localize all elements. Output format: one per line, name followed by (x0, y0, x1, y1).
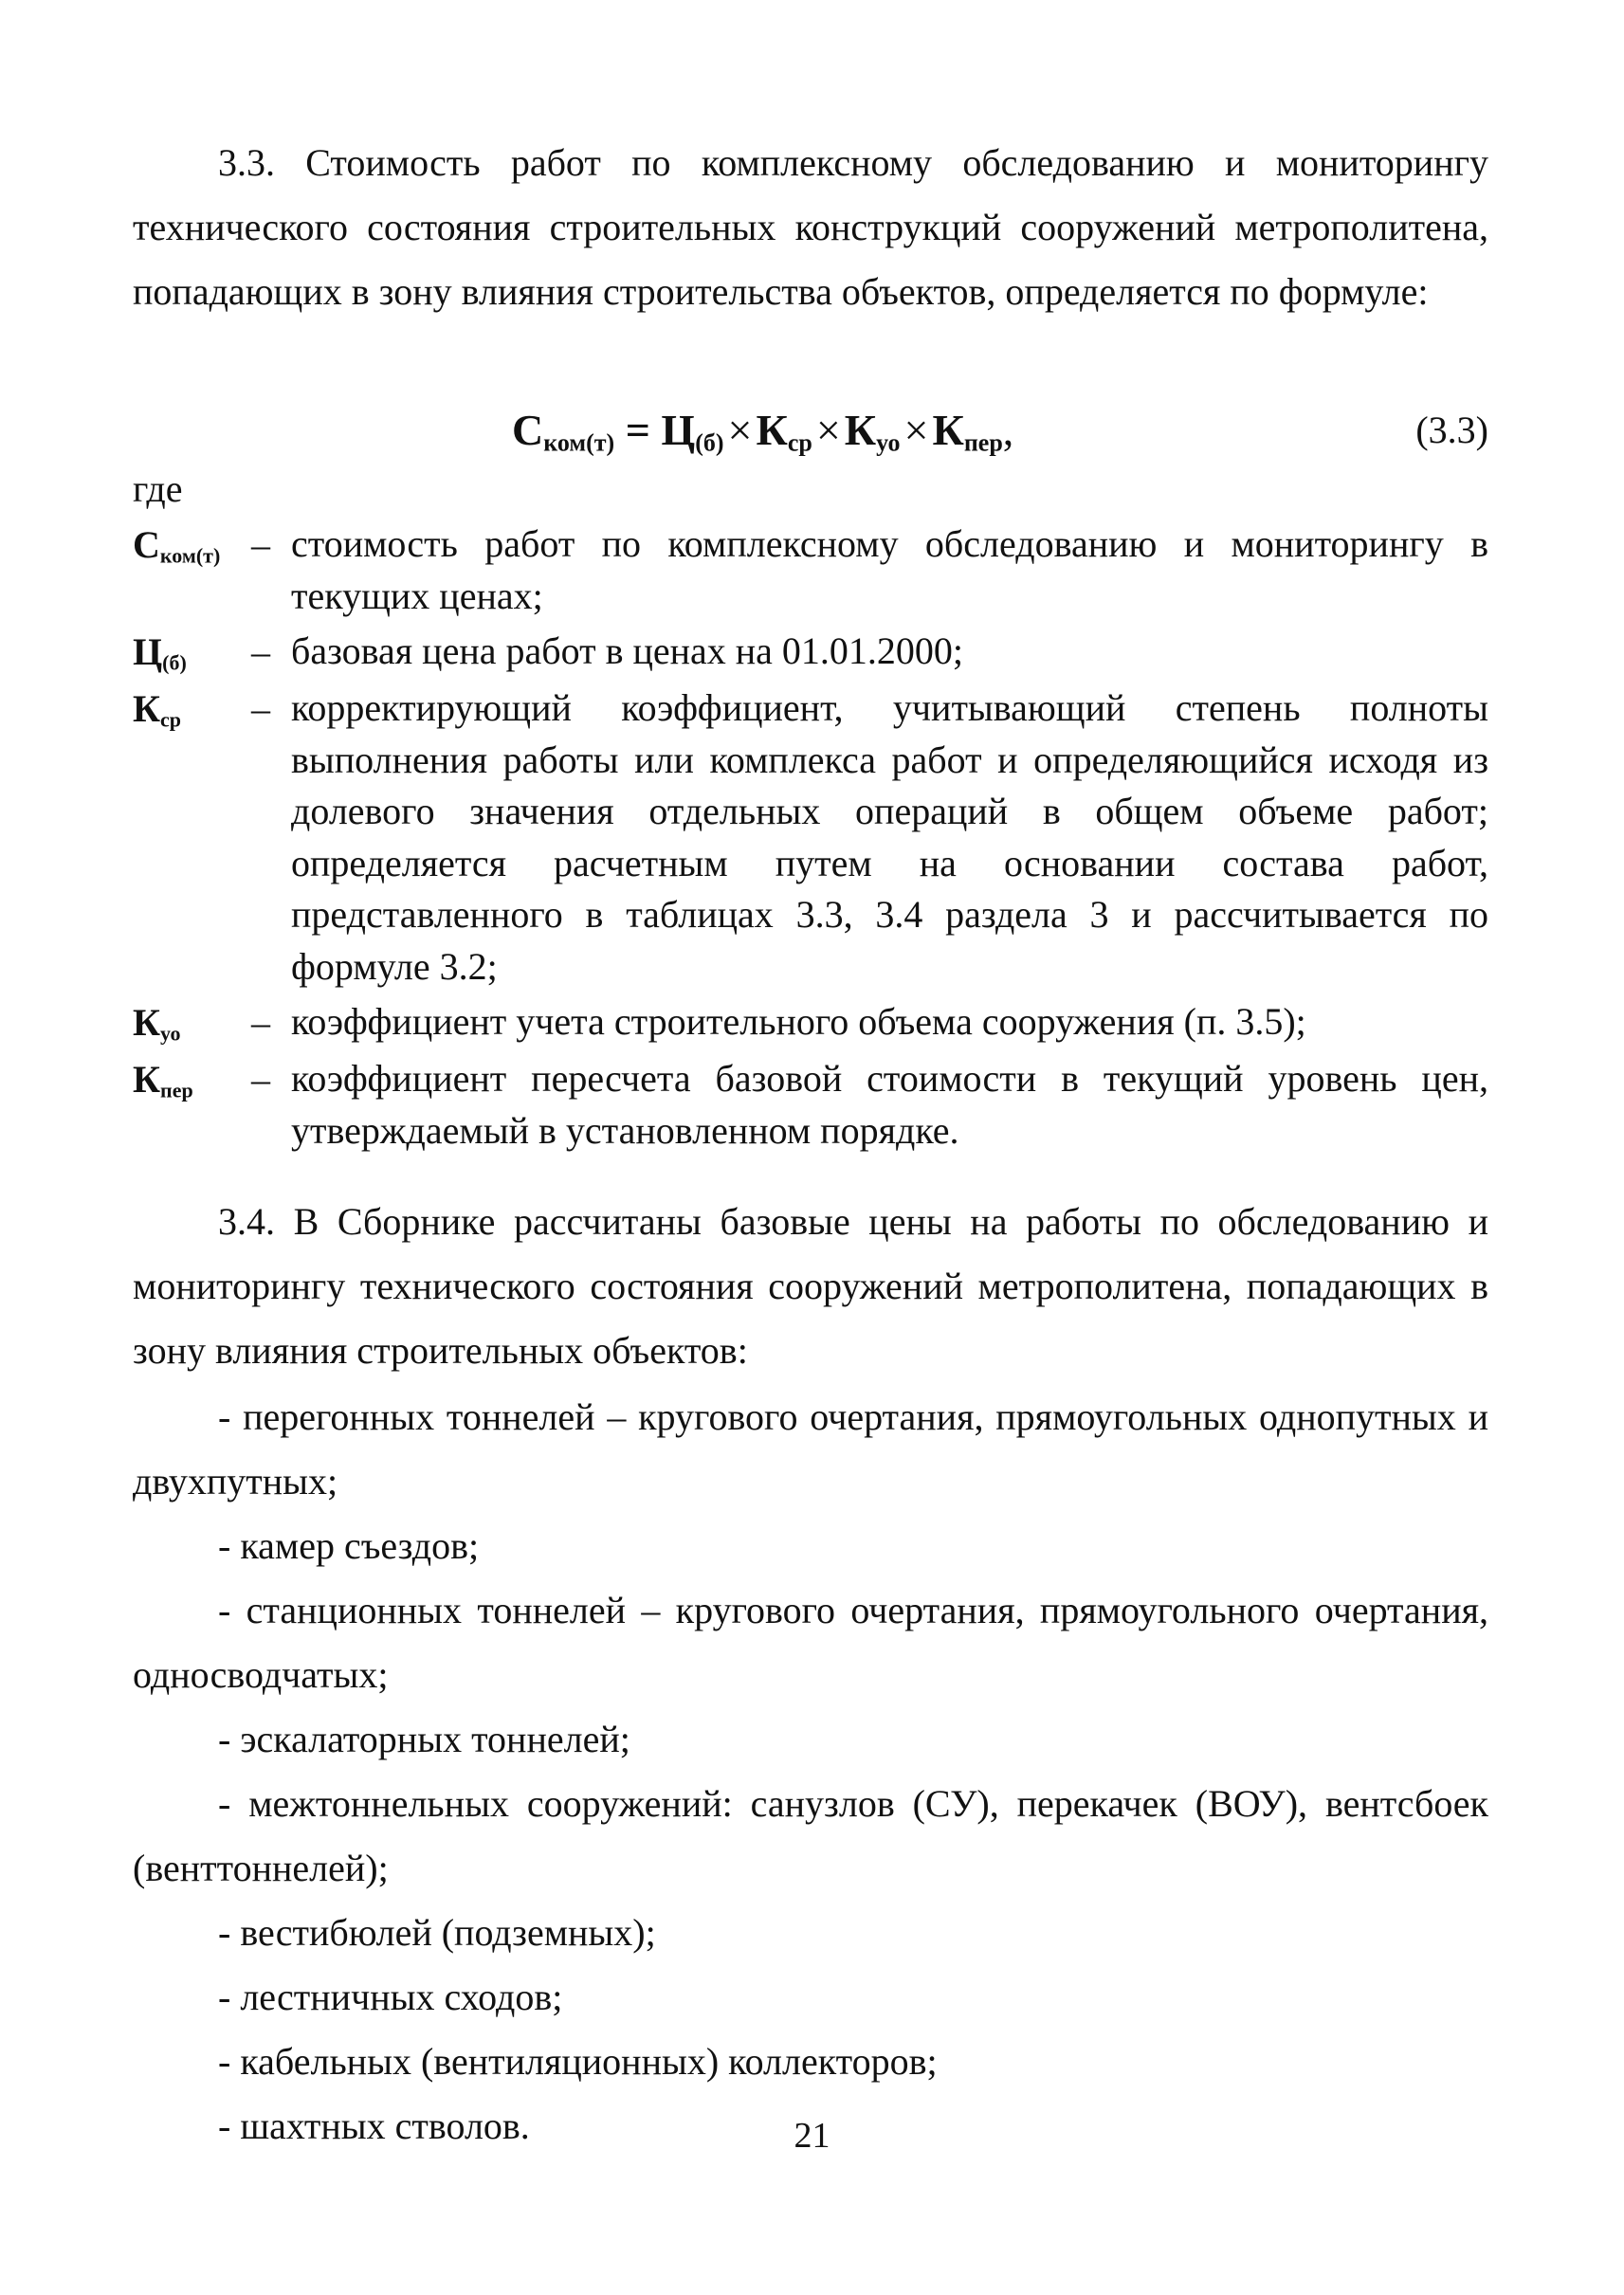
definition-text: коэффициент учета строительного объема сооружения (п. 3.5); (291, 1000, 1306, 1043)
definition-row (133, 683, 1488, 993)
formula-term-2-sub: ср (787, 428, 812, 457)
formula-lhs: С (512, 406, 544, 454)
where-label: где (133, 467, 183, 510)
definition-symbol (133, 1053, 251, 1106)
definition-text: базовая цена работ в ценах на 01.01.2000; (291, 629, 964, 672)
symbol-subscript: пер (160, 1078, 193, 1102)
formula-term-4-sub: пер (963, 428, 1003, 457)
symbol-letter: К (133, 687, 161, 730)
symbol-letter: К (133, 1058, 161, 1101)
list-item: - вестибюлей (подземных); (218, 1911, 656, 1954)
formula-times-3: × (903, 406, 929, 454)
list-item: - межтоннельных сооружений: санузлов (СУ), перекачек (ВОУ), вентсбоек (венттоннелей); (133, 1782, 1488, 1889)
definitions-list (133, 519, 1488, 1160)
list-item: - лестничных сходов; (218, 1976, 563, 2018)
symbol-subscript: ср (160, 707, 182, 732)
definition-row (133, 996, 1488, 1049)
formula-number: (3.3) (1415, 409, 1488, 451)
definition-dash: – (251, 1058, 270, 1101)
definition-row (133, 1053, 1488, 1157)
symbol-letter: К (133, 1001, 161, 1044)
formula-lhs-sub: ком(т) (543, 428, 615, 457)
list-item: - шахтных стволов. (218, 2104, 530, 2147)
formula-term-4: К (932, 406, 964, 454)
definition-text: стоимость работ по комплексному обследованию и мониторингу в текущих ценах; (291, 522, 1488, 617)
formula-term-3: К (844, 406, 877, 454)
symbol-subscript: ком(т) (159, 543, 221, 568)
section-3-4-paragraph: 3.4. В Сборнике рассчитаны базовые цены на работы по обследованию и мониторингу технического состояния сооружений метрополитена, попадающих в зону влияния строительных объектов: (133, 1200, 1488, 1372)
definition-text: корректирующий коэффициент, учитывающий степень полноты выполнения работы или комплекса работ и определяющийся исходя из долевого значения отдельных операций в общем объеме работ; определяется расчетным путем на основании состава работ, представленного в таблицах 3.3, 3.4 раздела 3 и рассчитывается по формуле 3.2; (291, 686, 1488, 988)
list-item: - камер съездов; (218, 1524, 480, 1567)
definition-symbol (133, 996, 251, 1049)
definition-dash: – (251, 687, 270, 730)
formula-term-3-sub: уо (876, 428, 901, 457)
definition-row (133, 626, 1488, 679)
definition-row (133, 519, 1488, 622)
formula-3-3 (133, 396, 1488, 464)
formula-eq: = (625, 406, 650, 454)
formula-times-1: × (727, 406, 753, 454)
formula-tail: , (1002, 406, 1014, 454)
definition-symbol (133, 626, 251, 679)
page-number: 21 (794, 2116, 830, 2156)
formula-term-1: Ц (661, 406, 696, 454)
list-item: - эскалаторных тоннелей; (218, 1718, 630, 1760)
definition-dash: – (251, 1001, 270, 1044)
formula-term-1-sub: (б) (695, 428, 724, 457)
list-item: - кабельных (вентиляционных) коллекторов; (218, 2040, 938, 2083)
symbol-subscript: (б) (162, 650, 187, 675)
structures-list (133, 1385, 1488, 2158)
definition-text: коэффициент пересчета базовой стоимости в текущий уровень цен, утверждаемый в установленном порядке. (291, 1057, 1488, 1152)
list-item: - перегонных тоннелей – кругового очертания, прямоугольных однопутных и двухпутных; (133, 1395, 1488, 1503)
formula-expression (512, 396, 1013, 464)
formula-times-2: × (815, 406, 841, 454)
symbol-letter: С (133, 523, 160, 566)
section-3-3-paragraph: 3.3. Стоимость работ по комплексному обследованию и мониторингу технического состояния строительных конструкций сооружений метрополитена, попадающих в зону влияния строительства объектов, определяется по формуле: (133, 141, 1488, 313)
definition-dash: – (251, 523, 270, 566)
symbol-subscript: уо (160, 1021, 181, 1046)
definition-symbol (133, 519, 251, 572)
symbol-letter: Ц (133, 630, 163, 673)
definition-dash: – (251, 630, 270, 673)
formula-term-2: К (756, 406, 788, 454)
definition-symbol (133, 683, 251, 736)
list-item: - станционных тоннелей – кругового очертания, прямоугольного очертания, односводчатых; (133, 1589, 1488, 1696)
